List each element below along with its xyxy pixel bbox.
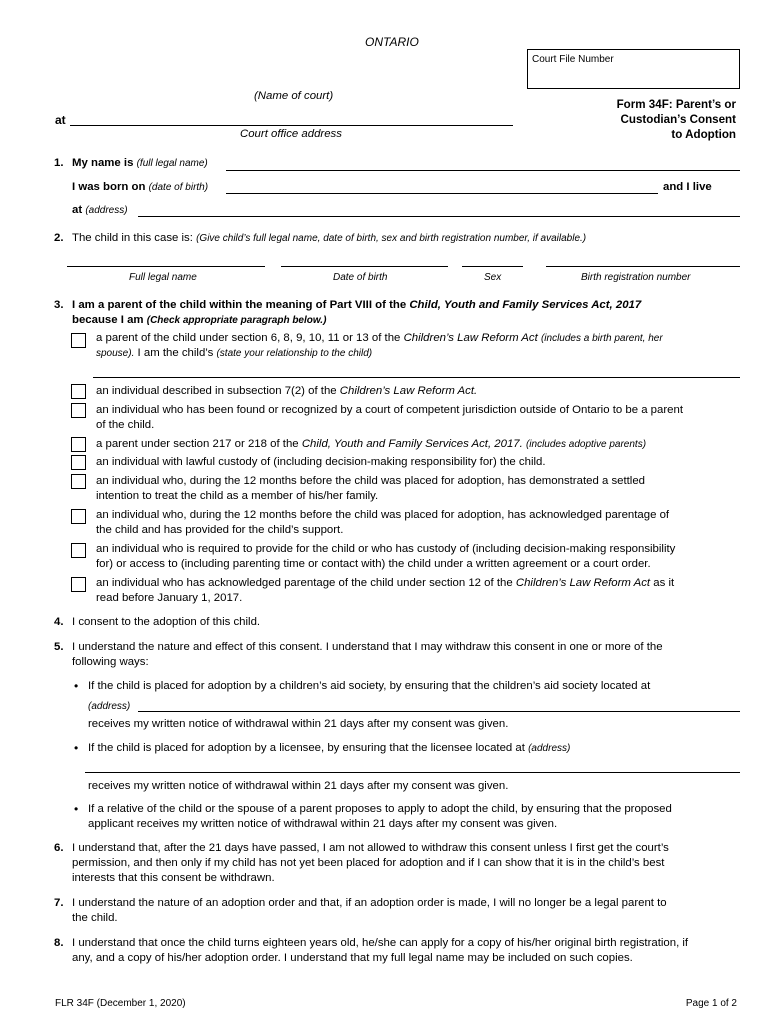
section-5-text: I understand the nature and effect of this consent. I understand that I may withdraw this consent in one or more of the following ways:: [72, 641, 663, 668]
option-7-text: an individual who, during the 12 months before the child was placed for adoption, has acknowledged parentage of the child and has provided for the child’s support.: [96, 509, 670, 536]
child-sex-line[interactable]: [462, 266, 523, 267]
bullet-1-text: If the child is placed for adoption by a children’s aid society, by ensuring that the children’s aid society located at: [88, 680, 651, 692]
option-3-checkbox[interactable]: [71, 403, 86, 418]
page-number: Page 1 of 2: [685, 998, 737, 1009]
section-2-text: The child in this case is: (Give child’s full legal name, date of birth, sex and birth registration number, if available.): [72, 232, 587, 244]
court-file-number-label: Court File Number: [532, 54, 614, 65]
full-name-line[interactable]: [226, 170, 740, 171]
form-title: Form 34F: Parent’s or Custodian’s Consent to Adoption: [616, 98, 736, 141]
section-6-number: 6.: [54, 842, 64, 854]
option-6-text: an individual who, during the 12 months before the child was placed for adoption, has demonstrated a settled intention to treat the child as a member of his/her family.: [96, 475, 645, 502]
option-4-text: a parent under section 217 or 218 of the Child, Youth and Family Services Act, 2017. (includes adoptive parents): [96, 438, 647, 450]
court-office-address-line[interactable]: [70, 125, 513, 126]
col-full-legal-name: Full legal name: [129, 272, 197, 283]
option-1-text: a parent of the child under section 6, 8, 9, 10, 11 or 13 of the Children’s Law Reform Act (includes a birth parent, her: [96, 332, 663, 344]
bullet-3-text: If a relative of the child or the spouse of a parent proposes to apply to adopt the child, by ensuring that the proposed applicant receives my written notice of withdrawal within 21 days after my consent was given.: [88, 803, 672, 830]
section-1-number: 1.: [54, 157, 64, 169]
bullet-1-address-label: (address): [88, 701, 131, 712]
section-8-number: 8.: [54, 937, 64, 949]
col-sex: Sex: [484, 272, 502, 283]
bullet-1-text-line3: receives my written notice of withdrawal within 21 days after my consent was given.: [88, 718, 509, 730]
option-5-text: an individual with lawful custody of (including decision-making responsibility for) the child.: [96, 456, 546, 468]
section-3-heading: I am a parent of the child within the meaning of Part VIII of the Child, Youth and Family Services Act, 2017: [72, 299, 642, 311]
option-6-checkbox[interactable]: [71, 474, 86, 489]
option-5-checkbox[interactable]: [71, 455, 86, 470]
section-8-text: I understand that once the child turns eighteen years old, he/she can apply for a copy of his/her original birth registration, if any, and a copy of his/her adoption order. I understand that my full legal name may be included on such copies.: [72, 937, 689, 964]
cas-address-line[interactable]: [138, 711, 740, 712]
section-4-text: I consent to the adoption of this child.: [72, 616, 261, 628]
section-7-text: I understand the nature of an adoption order and that, if an adoption order is made, I will no longer be a legal parent to the child.: [72, 897, 667, 924]
option-8-checkbox[interactable]: [71, 543, 86, 558]
section-7-number: 7.: [54, 897, 64, 909]
bullet-icon: •: [74, 741, 79, 755]
province-title: ONTARIO: [365, 35, 419, 49]
option-1-checkbox[interactable]: [71, 333, 86, 348]
option-4-checkbox[interactable]: [71, 437, 86, 452]
option-7-checkbox[interactable]: [71, 509, 86, 524]
option-9-text: an individual who has acknowledged parentage of the child under section 12 of the Children’s Law Reform Act as it read before January 1, 2017.: [96, 577, 675, 604]
name-of-court-label: (Name of court): [254, 90, 334, 102]
date-of-birth-line[interactable]: [226, 193, 658, 194]
section-2-number: 2.: [54, 232, 64, 244]
and-i-live-label: and I live: [663, 181, 712, 193]
option-8-text: an individual who is required to provide for the child or who has custody of (including decision-making responsibility for) or access to (including parenting time or contact with) the child under a written agreement or a court order.: [96, 543, 676, 570]
relationship-line[interactable]: [93, 377, 740, 378]
bullet-2-text: If the child is placed for adoption by a licensee, by ensuring that the licensee located at (address): [88, 742, 571, 754]
court-office-address-label: Court office address: [240, 128, 342, 140]
option-2-checkbox[interactable]: [71, 384, 86, 399]
address-line[interactable]: [138, 216, 740, 217]
my-name-is-label: My name is (full legal name): [72, 157, 208, 169]
at-label: at: [55, 113, 66, 127]
child-name-line[interactable]: [67, 266, 265, 267]
child-dob-line[interactable]: [281, 266, 448, 267]
section-6-text: I understand that, after the 21 days have passed, I am not allowed to withdraw this consent unless I first get the court’s permission, and then only if my child has not yet been placed for adoption and if I can show that it is in the child’s best interests that this consent be withdrawn.: [72, 842, 669, 884]
bullet-2-text-line3: receives my written notice of withdrawal within 21 days after my consent was given.: [88, 780, 509, 792]
option-2-text: an individual described in subsection 7(2) of the Children’s Law Reform Act.: [96, 385, 478, 397]
section-3-number: 3.: [54, 299, 64, 311]
bullet-icon: •: [74, 802, 79, 816]
address-label: at (address): [72, 204, 128, 216]
born-on-label: I was born on (date of birth): [72, 181, 209, 193]
child-reg-line[interactable]: [546, 266, 740, 267]
section-4-number: 4.: [54, 616, 64, 628]
court-file-number-box[interactable]: [527, 49, 740, 89]
option-9-checkbox[interactable]: [71, 577, 86, 592]
bullet-icon: •: [74, 679, 79, 693]
col-date-of-birth: Date of birth: [333, 272, 388, 283]
section-3-subheading: because I am (Check appropriate paragraph below.): [72, 314, 327, 326]
col-birth-reg: Birth registration number: [581, 272, 691, 283]
option-1-text-line2: spouse). I am the child’s (state your relationship to the child): [96, 347, 373, 359]
option-3-text: an individual who has been found or recognized by a court of competent jurisdiction outside of Ontario to be a parent of the child.: [96, 404, 683, 431]
form-code: FLR 34F (December 1, 2020): [55, 998, 186, 1009]
licensee-address-line[interactable]: [85, 772, 740, 773]
section-5-number: 5.: [54, 641, 64, 653]
